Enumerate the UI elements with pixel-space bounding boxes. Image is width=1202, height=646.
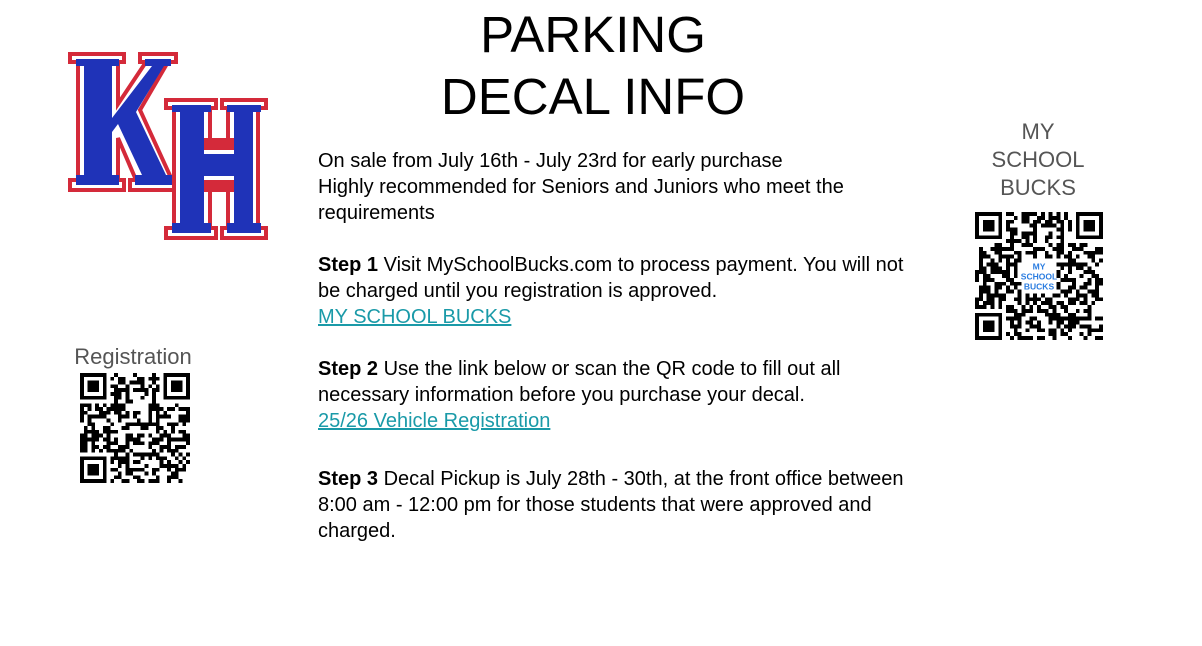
step-2-label: Step 2 (318, 358, 379, 380)
myschoolbucks-link[interactable]: MY SCHOOL BUCKS (318, 306, 512, 328)
step-2 (318, 356, 918, 408)
step-3-text: Decal Pickup is July 28th - 30th, at the front office between 8:00 am - 12:00 pm for those students that were approved and charged. (318, 468, 904, 542)
title-line-2: DECAL INFO (440, 68, 746, 125)
intro-line-1: On sale from July 16th - July 23rd for early purchase (318, 150, 783, 172)
qr-code-icon (975, 212, 1103, 340)
page-title (393, 4, 793, 128)
svg-text:BUCKS: BUCKS (1023, 281, 1055, 292)
msb-label-line-1: MY (1021, 119, 1055, 144)
step-1-label: Step 1 (318, 254, 379, 276)
intro-line-2: Highly recommended for Seniors and Juniors who meet the requirements (318, 176, 844, 224)
title-line-1: PARKING (480, 6, 706, 63)
kh-logo-icon (68, 52, 268, 242)
myschoolbucks-label (968, 118, 1108, 202)
svg-text:MY: MY (1032, 261, 1046, 272)
school-logo (68, 52, 268, 242)
instructions (318, 148, 918, 544)
msb-label-line-3: BUCKS (1000, 175, 1076, 200)
svg-text:SCHOOL: SCHOOL (1020, 271, 1058, 282)
myschoolbucks-qr-code[interactable] (975, 212, 1103, 340)
step-2-text: Use the link below or scan the QR code to fill out all necessary information before you purchase your decal. (318, 358, 841, 406)
qr-code-icon (80, 373, 190, 483)
vehicle-registration-link[interactable]: 25/26 Vehicle Registration (318, 410, 551, 432)
step-1 (318, 252, 918, 304)
msb-label-line-2: SCHOOL (991, 147, 1085, 172)
registration-qr-code[interactable] (80, 373, 190, 483)
registration-label: Registration (74, 344, 192, 369)
step-3 (318, 466, 918, 544)
step-1-text: Visit MySchoolBucks.com to process payment. You will not be charged until you registration is approved. (318, 254, 904, 302)
step-3-label: Step 3 (318, 468, 379, 490)
